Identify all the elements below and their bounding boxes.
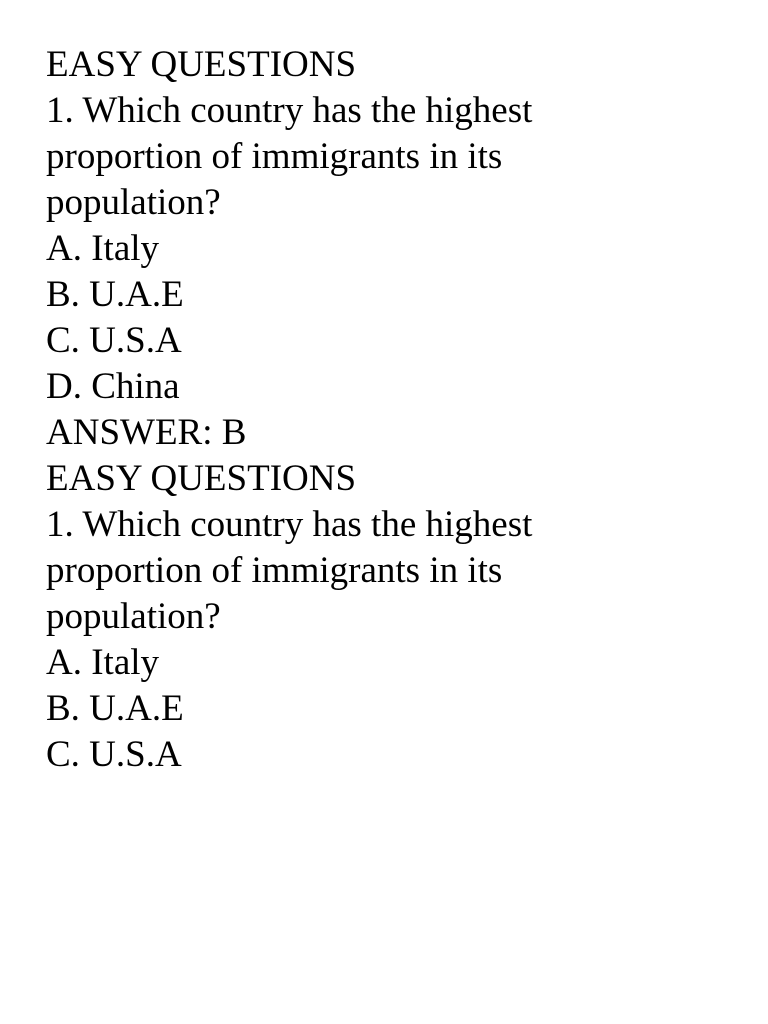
question-block	[46, 42, 746, 456]
question-text-line: population?	[46, 596, 221, 637]
question-text-line: 1. Which country has the highest	[46, 504, 533, 545]
section-heading: EASY QUESTIONS	[46, 44, 357, 85]
question-text-line: 1. Which country has the highest	[46, 90, 533, 131]
section-heading: EASY QUESTIONS	[46, 458, 357, 499]
answer-option: A. Italy	[46, 228, 160, 269]
answer-option: B. U.A.E	[46, 688, 184, 729]
question-block	[46, 456, 746, 778]
answer-key: ANSWER: B	[46, 412, 247, 453]
question-text-line: population?	[46, 182, 221, 223]
answer-option: C. U.S.A	[46, 734, 182, 775]
question-text-line: proportion of immigrants in its	[46, 136, 503, 177]
answer-option: B. U.A.E	[46, 274, 184, 315]
document-page	[46, 42, 746, 778]
answer-option: D. China	[46, 366, 180, 407]
question-text-line: proportion of immigrants in its	[46, 550, 503, 591]
answer-option: A. Italy	[46, 642, 160, 683]
answer-option: C. U.S.A	[46, 320, 182, 361]
